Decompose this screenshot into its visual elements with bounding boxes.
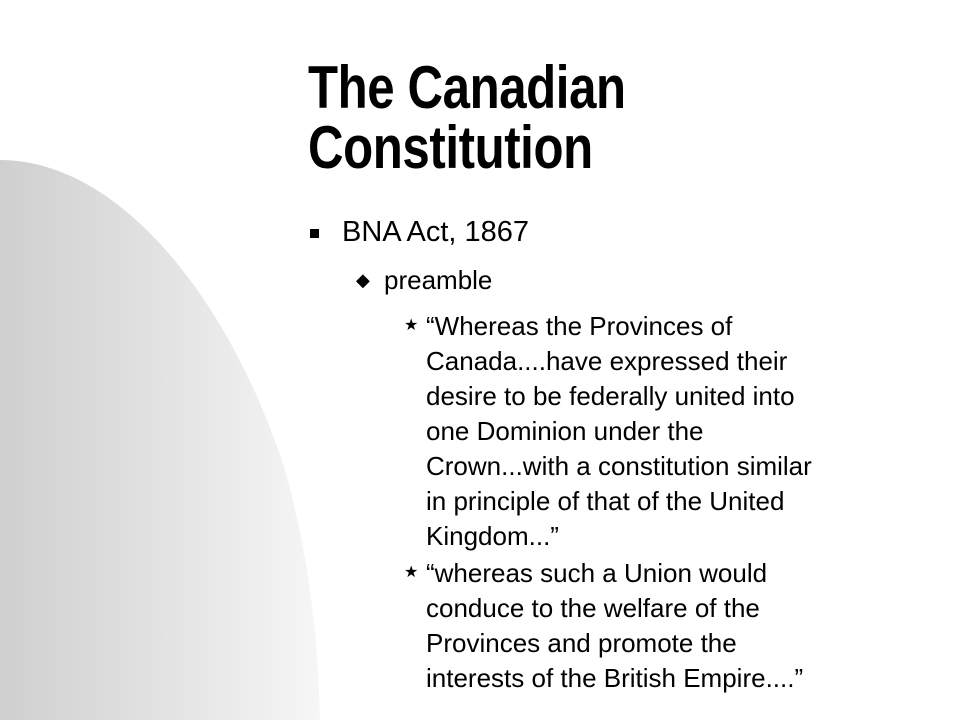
quote-2-text <box>426 556 926 696</box>
quote-1-line: Canada....have expressed their <box>426 346 788 376</box>
bullet-level2-text: preamble <box>384 265 493 295</box>
quote-2-line: interests of the British Empire....” <box>426 663 804 693</box>
title-line-1: The Canadian <box>308 54 626 121</box>
quote-1-line: Crown...with a constitution similar <box>426 451 812 481</box>
quote-1-text <box>426 309 926 554</box>
quote-2-line: Provinces and promote the <box>426 628 737 658</box>
diamond-bullet-icon: ◆ <box>356 270 370 290</box>
quote-1-line: in principle of that of the United <box>426 486 785 516</box>
quote-1-line: one Dominion under the <box>426 416 704 446</box>
bullet-level1-text: BNA Act, 1867 <box>342 216 530 248</box>
quote-2-line: conduce to the welfare of the <box>426 593 760 623</box>
quote-1-line: Kingdom...” <box>426 521 559 551</box>
square-bullet-icon <box>310 229 319 238</box>
quote-1-line: desire to be federally united into <box>426 381 795 411</box>
star-bullet-icon: ★ <box>404 564 419 581</box>
star-bullet-icon: ★ <box>404 317 419 334</box>
title-line-2: Constitution <box>308 114 593 181</box>
quote-1-line: “Whereas the Provinces of <box>426 311 733 341</box>
slide-title <box>308 54 816 181</box>
quote-2-line: “whereas such a Union would <box>426 558 768 588</box>
